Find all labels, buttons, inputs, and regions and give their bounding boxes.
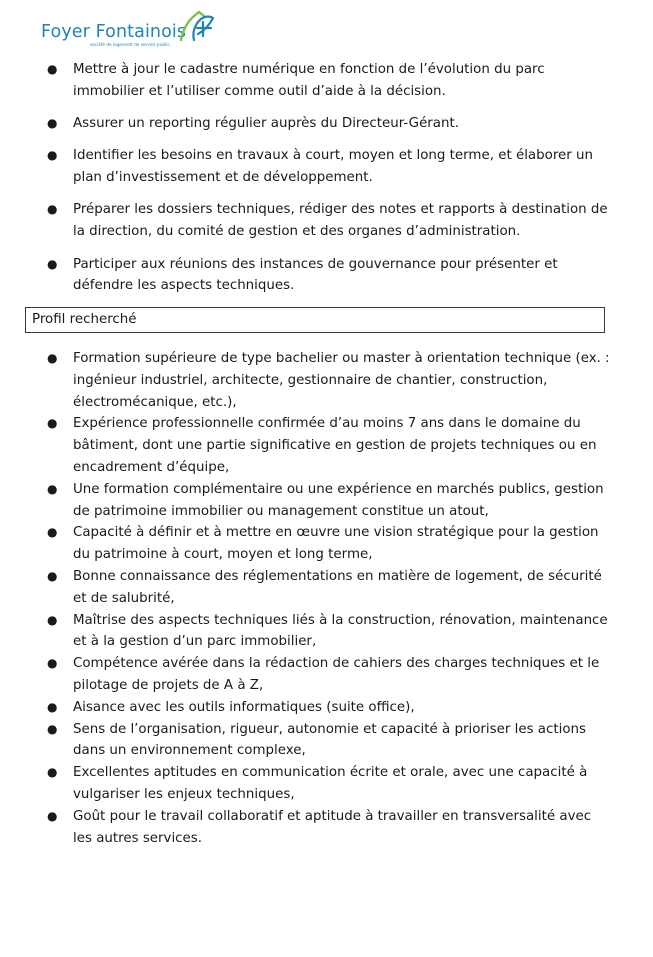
list-item-text: Goût pour le travail collaboratif et aptitude à travailler en transversalité avec les autres services. xyxy=(73,808,592,846)
bullet-icon: ● xyxy=(47,351,58,365)
list-item xyxy=(0,610,653,654)
bullet-icon: ● xyxy=(47,525,58,540)
list-item xyxy=(0,479,653,523)
list-item xyxy=(0,566,653,610)
list-item-text: Participer aux réunions des instances de gouvernance pour présenter et défendre les aspects techniques. xyxy=(73,256,558,294)
company-logo xyxy=(41,10,221,52)
list-item-text: Expérience professionnelle confirmée d’au moins 7 ans dans le domaine du bâtiment, dont une partie significative en gestion de projets techniques ou en encadrement d’équipe, xyxy=(73,416,597,475)
list-item xyxy=(0,719,653,763)
bullet-icon: ● xyxy=(47,699,58,714)
list-item-text: Compétence avérée dans la rédaction de cahiers des charges techniques et le pilotage de projets de A à Z, xyxy=(73,656,600,693)
list-item-text: Identifier les besoins en travaux à court, moyen et long terme, et élaborer un plan d’investissement et de développement. xyxy=(73,148,594,186)
bullet-icon: ● xyxy=(47,721,58,736)
list-item xyxy=(0,762,653,806)
bullet-icon: ● xyxy=(47,568,58,583)
bullet-icon: ● xyxy=(47,656,58,671)
logo-name: Foyer Fontainois xyxy=(41,22,187,42)
list-item xyxy=(0,806,653,850)
list-item xyxy=(0,113,653,135)
list-item xyxy=(0,199,653,243)
list-item-text: Préparer les dossiers techniques, rédiger des notes et rapports à destination de la direction, du comité de gestion et des organes d’administration. xyxy=(73,202,608,240)
list-item-text: Excellentes aptitudes en communication écrite et orale, avec une capacité à vulgariser les enjeux techniques, xyxy=(73,765,588,802)
list-item-text: Aisance avec les outils informatiques (suite office), xyxy=(73,699,415,715)
bullet-icon: ● xyxy=(47,481,58,496)
list-item-text: Assurer un reporting régulier auprès du Directeur-Gérant. xyxy=(73,116,460,132)
list-item xyxy=(0,653,653,697)
list-item-text: Sens de l’organisation, rigueur, autonomie et capacité à prioriser les actions dans un environnement complexe, xyxy=(73,721,586,759)
list-item-text: Mettre à jour le cadastre numérique en fonction de l’évolution du parc immobilier et l’utiliser comme outil d’aide à la décision. xyxy=(73,62,545,99)
list-item xyxy=(0,697,653,719)
bullet-icon: ● xyxy=(47,612,58,627)
section-header-box xyxy=(25,307,605,333)
bullet-icon: ● xyxy=(47,116,58,131)
list-item xyxy=(0,59,653,103)
list-item-text: Capacité à définir et à mettre en œuvre une vision stratégique pour la gestion du patrimoine à court, moyen et long terme, xyxy=(73,525,599,563)
list-item xyxy=(0,145,653,189)
bullet-icon: ● xyxy=(47,202,58,217)
logo-tagline: société de logement de service public xyxy=(90,42,170,47)
bullet-icon: ● xyxy=(47,148,58,163)
section-title: Profil recherché xyxy=(32,312,137,327)
list-item-text: Formation supérieure de type bachelier ou master à orientation technique (ex. : ingénieur industriel, architecte, gestionnaire de chantier, construction, électromécanique, etc.), xyxy=(73,351,610,410)
list-item xyxy=(0,522,653,566)
list-item-text: Bonne connaissance des réglementations en matière de logement, de sécurité et de salubrité, xyxy=(73,568,602,606)
list-item-text: Une formation complémentaire ou une expérience en marchés publics, gestion de patrimoine immobilier ou management constitue un atout, xyxy=(73,481,604,519)
list-item xyxy=(0,254,653,298)
responsibilities-list xyxy=(0,59,653,308)
list-item xyxy=(0,413,653,478)
bullet-icon: ● xyxy=(47,416,58,431)
bullet-icon: ● xyxy=(47,256,58,271)
list-item-text: Maîtrise des aspects techniques liés à la construction, rénovation, maintenance et à la gestion d’un parc immobilier, xyxy=(73,612,608,650)
profile-requirements-list xyxy=(0,348,653,849)
house-roof-icon xyxy=(177,10,217,44)
bullet-icon: ● xyxy=(47,808,58,823)
list-item xyxy=(0,348,653,413)
bullet-icon: ● xyxy=(47,62,58,76)
bullet-icon: ● xyxy=(47,765,58,780)
